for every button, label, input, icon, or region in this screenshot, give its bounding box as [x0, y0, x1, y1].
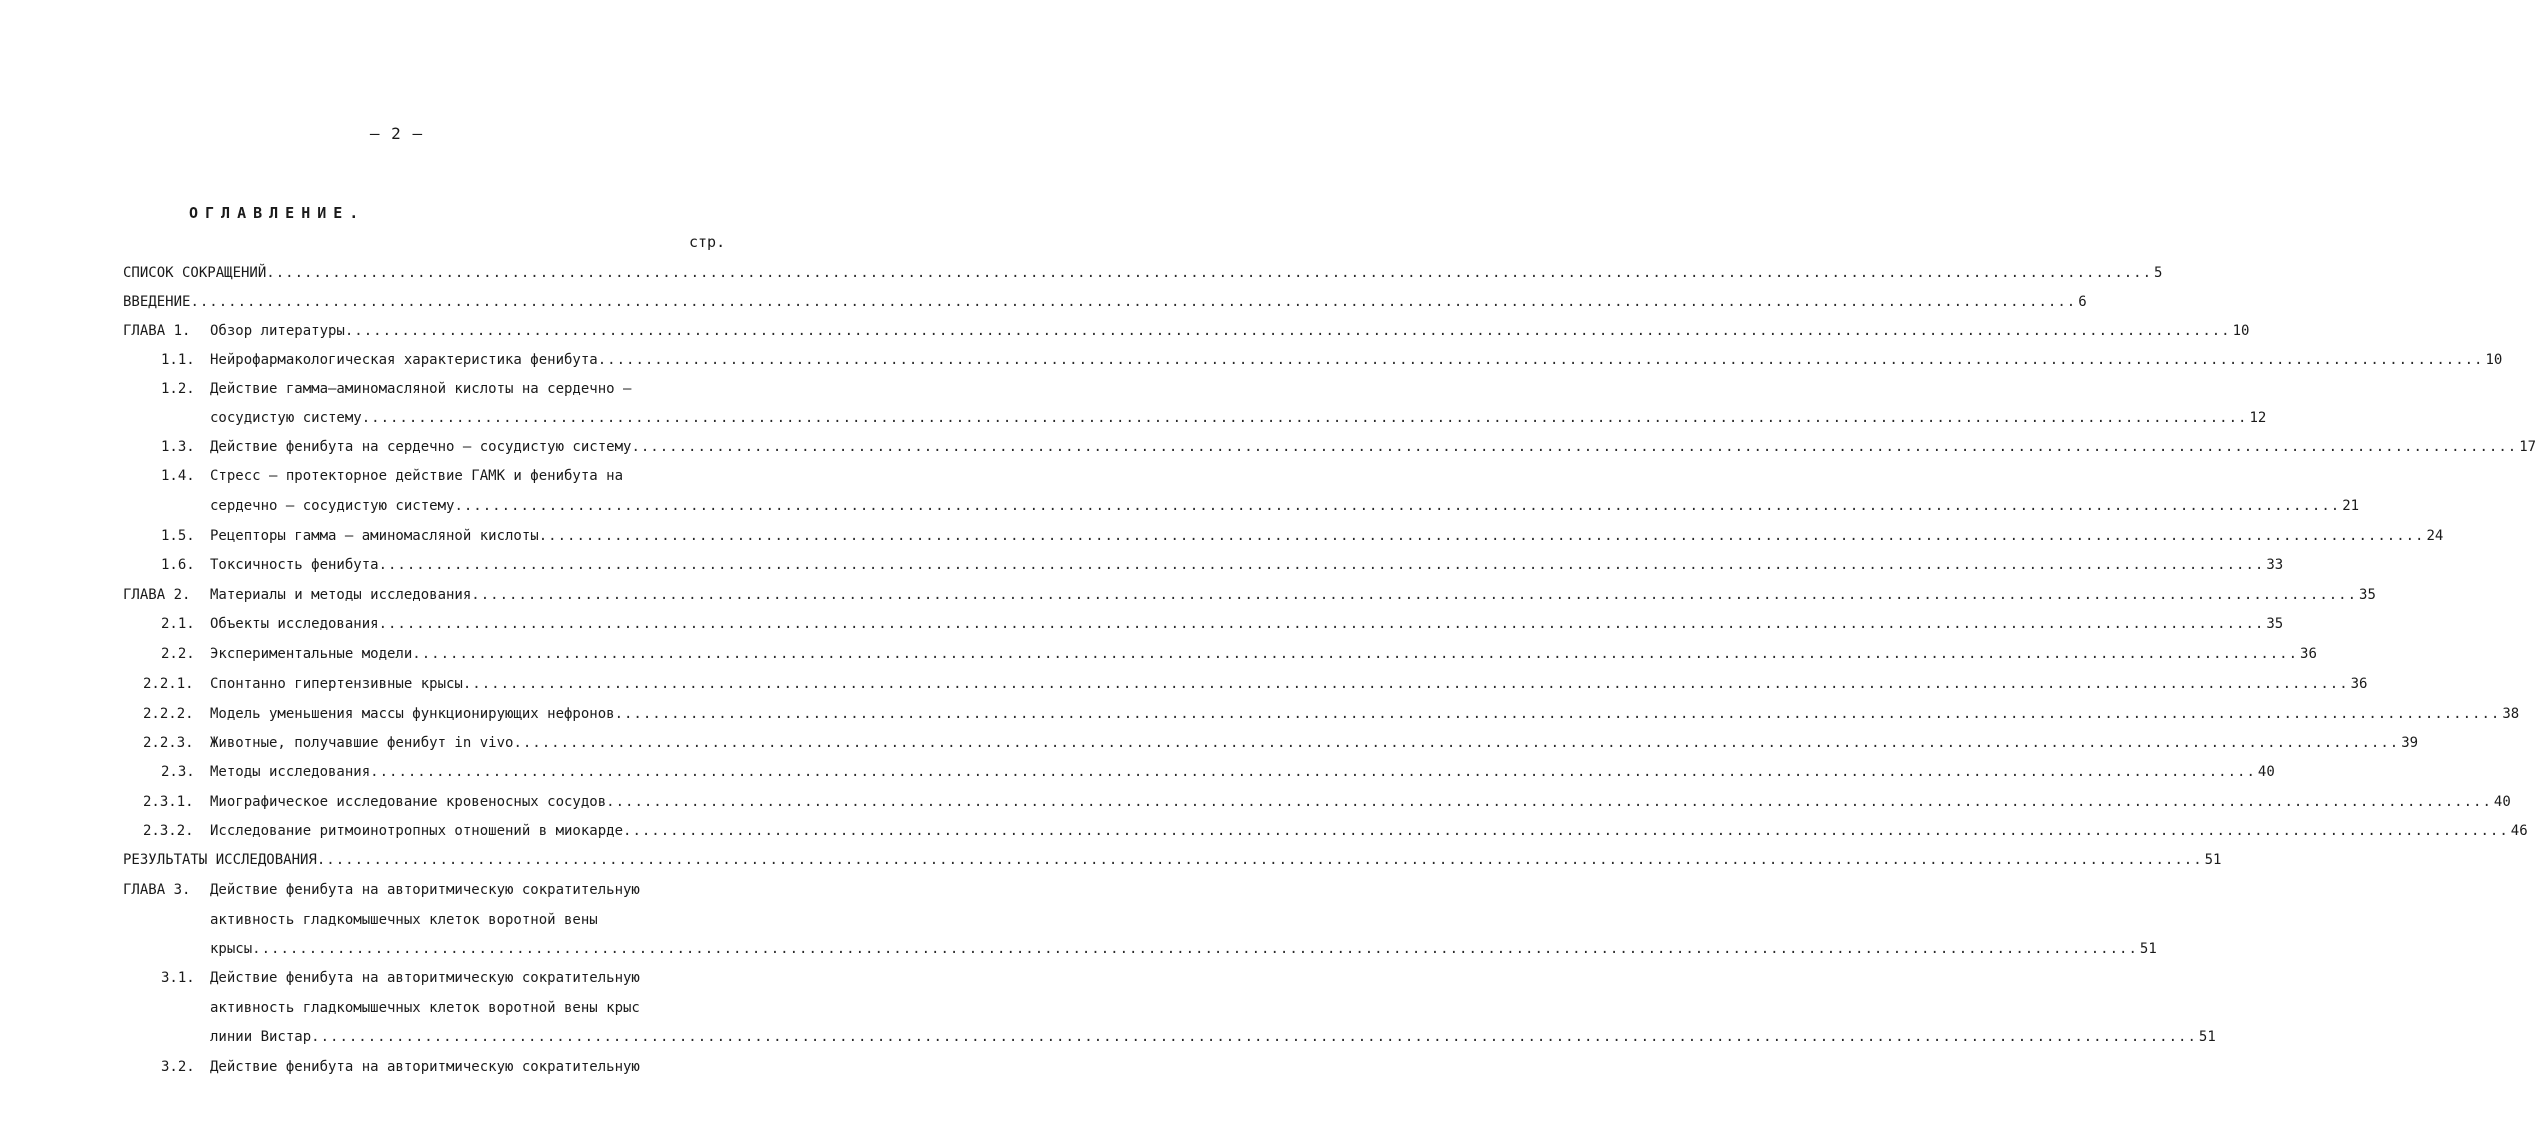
page-column-label: стр. — [689, 233, 726, 251]
toc-entry-page: 35 — [2266, 616, 2284, 632]
toc-entry — [0, 521, 2444, 551]
toc-entry — [0, 403, 2267, 433]
toc-entry-number: 1.2. — [161, 381, 195, 397]
toc-entry-page: 33 — [2266, 557, 2284, 573]
toc-leader-dots: ........................................................................................................................................................................................................ — [378, 557, 2265, 573]
toc-leader-dots: ........................................................................................................................................................................................................ — [471, 587, 2358, 603]
toc-entry — [0, 432, 2536, 462]
toc-entry-number: 2.2.2. — [143, 706, 194, 722]
toc-entry-page: 40 — [2493, 794, 2511, 810]
toc-entry-number: 1.4. — [161, 468, 195, 484]
toc-entry-title: Действие фенибута на сердечно – сосудистую систему — [210, 439, 632, 455]
toc-entry-title: Объекты исследования — [210, 616, 379, 632]
toc-entry — [0, 287, 2087, 317]
toc-entry — [0, 905, 793, 935]
toc-entry-title: СПИСОК СОКРАЩЕНИЙ — [123, 265, 267, 281]
toc-leader-dots: ........................................................................................................................................................................................................ — [538, 528, 2425, 544]
toc-entry-title: Действие фенибута на авторитмическую сократительную — [210, 970, 640, 986]
toc-entry-title: ВВЕДЕНИЕ — [123, 294, 191, 310]
toc-entry — [0, 609, 2284, 639]
toc-entry-title: Действие гамма–аминомасляной кислоты на сердечно – — [210, 381, 632, 397]
toc-entry — [0, 787, 2511, 817]
toc-entry-page: 21 — [2342, 498, 2360, 514]
toc-entry-page: 36 — [2350, 676, 2368, 692]
toc-entry-title: активность гладкомышечных клеток воротной вены крыс — [210, 1000, 640, 1016]
toc-entry-title: Действие фенибута на авторитмическую сократительную — [210, 882, 640, 898]
toc-entry — [0, 816, 2528, 846]
toc-entry-number: 3.2. — [161, 1059, 195, 1075]
toc-entry — [0, 699, 2520, 729]
toc-entry-page: 39 — [2401, 735, 2419, 751]
toc-entry-page: 40 — [2257, 764, 2275, 780]
toc-entry-title: Животные, получавшие фенибут in vivo — [210, 735, 514, 751]
toc-leader-dots: ........................................................................................................................................................................................................ — [462, 676, 2349, 692]
toc-entry-title: Обзор литературы — [210, 323, 345, 339]
toc-entry-title: Методы исследования — [210, 764, 371, 780]
toc-entry-title: Модель уменьшения массы функционирующих нефронов — [210, 706, 615, 722]
toc-entry-number: ГЛАВА 2. — [123, 587, 191, 603]
toc-leader-dots: ........................................................................................................................................................................................................ — [597, 352, 2484, 368]
toc-entry — [0, 374, 793, 404]
toc-entry-title: Материалы и методы исследования — [210, 587, 472, 603]
toc-entry-page: 46 — [2510, 823, 2528, 839]
toc-leader-dots: ........................................................................................................................................................................................................ — [370, 764, 2256, 780]
toc-entry-page: 12 — [2249, 410, 2267, 426]
toc-entry-number: ГЛАВА 3. — [123, 882, 191, 898]
toc-entry-page: 5 — [2154, 265, 2163, 281]
toc-entry-number: 1.6. — [161, 557, 195, 573]
toc-entry — [0, 669, 2368, 699]
toc-entry-page: 17 — [2519, 439, 2536, 455]
toc-entry-title: Рецепторы гамма – аминомасляной кислоты — [210, 528, 539, 544]
page-number: – 2 – — [369, 124, 424, 143]
toc-entry — [0, 316, 2250, 346]
toc-entry — [0, 491, 2360, 521]
toc-entry-title: Миографическое исследование кровеносных сосудов — [210, 794, 607, 810]
toc-leader-dots: ........................................................................................................................................................................................................ — [266, 265, 2153, 281]
toc-entry — [0, 258, 2163, 288]
toc-leader-dots: ........................................................................................................................................................................................................ — [606, 794, 2492, 810]
toc-entry-page: 51 — [2204, 852, 2222, 868]
toc-entry-title: Токсичность фенибута — [210, 557, 379, 573]
toc-entry-page: 24 — [2426, 528, 2444, 544]
toc-entry-number: 1.1. — [161, 352, 195, 368]
page-title: ОГЛАВЛЕНИЕ. — [189, 204, 366, 222]
toc-leader-dots: ........................................................................................................................................................................................................ — [412, 646, 2299, 662]
toc-entry-number: 1.3. — [161, 439, 195, 455]
toc-entry-number: ГЛАВА 1. — [123, 323, 191, 339]
toc-entry-number: 2.2.3. — [143, 735, 194, 751]
toc-entry — [0, 550, 2284, 580]
toc-entry-title: активность гладкомышечных клеток воротной вены — [210, 912, 598, 928]
toc-leader-dots: ........................................................................................................................................................................................................ — [513, 735, 2400, 751]
toc-entry-title: Стресс – протекторное действие ГАМК и фенибута на — [210, 468, 624, 484]
toc-entry — [0, 580, 2376, 610]
toc-entry-title: Нейрофармакологическая характеристика фенибута — [210, 352, 598, 368]
toc-entry-page: 10 — [2232, 323, 2250, 339]
toc-entry-number: 2.1. — [161, 616, 195, 632]
toc-entry-title: Действие фенибута на авторитмическую сократительную — [210, 1059, 640, 1075]
toc-entry — [0, 1052, 793, 1082]
toc-entry — [0, 1022, 2216, 1052]
toc-entry-page: 51 — [2139, 941, 2157, 957]
toc-entry-page: 51 — [2198, 1029, 2216, 1045]
toc-leader-dots: ........................................................................................................................................................................................................ — [361, 410, 2248, 426]
toc-entry — [0, 728, 2419, 758]
toc-leader-dots: ........................................................................................................................................................................................................ — [190, 294, 2077, 310]
toc-entry-page: 36 — [2300, 646, 2317, 662]
toc-leader-dots: ........................................................................................................................................................................................................ — [623, 823, 2509, 839]
toc-entry-page: 35 — [2359, 587, 2376, 603]
toc-entry — [0, 461, 793, 491]
toc-leader-dots: ........................................................................................................................................................................................................ — [344, 323, 2231, 339]
toc-entry-title: Спонтанно гипертензивные крысы — [210, 676, 463, 692]
toc-entry — [0, 963, 793, 993]
toc-entry-page: 10 — [2485, 352, 2503, 368]
toc-entry — [0, 993, 793, 1023]
toc-entry — [0, 934, 2157, 964]
toc-entry-title: сосудистую систему — [210, 410, 362, 426]
toc-entry-number: 2.3.1. — [143, 794, 194, 810]
toc-entry-title: сердечно – сосудистую систему — [210, 498, 455, 514]
toc-entry-title: крысы — [210, 941, 253, 957]
toc-leader-dots: ........................................................................................................................................................................................................ — [378, 616, 2265, 632]
toc-entry-number: 2.3.2. — [143, 823, 194, 839]
toc-leader-dots: ........................................................................................................................................................................................................ — [252, 941, 2138, 957]
toc-leader-dots: ........................................................................................................................................................................................................ — [631, 439, 2518, 455]
toc-entry-number: 2.2. — [161, 646, 195, 662]
toc-entry-number: 1.5. — [161, 528, 195, 544]
toc-leader-dots: ........................................................................................................................................................................................................ — [316, 852, 2203, 868]
toc-leader-dots: ........................................................................................................................................................................................................ — [614, 706, 2501, 722]
toc-entry-title: Экспериментальные модели — [210, 646, 413, 662]
toc-entry — [0, 639, 2317, 669]
toc-entry — [0, 757, 2275, 787]
toc-entry — [0, 345, 2503, 375]
toc-entry-number: 3.1. — [161, 970, 195, 986]
toc-leader-dots: ........................................................................................................................................................................................................ — [454, 498, 2341, 514]
toc-entry-number: 2.3. — [161, 764, 195, 780]
toc-leader-dots: ........................................................................................................................................................................................................ — [311, 1029, 2197, 1045]
toc-entry-title: линии Вистар — [210, 1029, 312, 1045]
toc-entry — [0, 845, 2222, 875]
toc-entry-number: 2.2.1. — [143, 676, 194, 692]
toc-entry-title: РЕЗУЛЬТАТЫ ИССЛЕДОВАНИЯ — [123, 852, 317, 868]
toc-entry-title: Исследование ритмоинотропных отношений в миокарде — [210, 823, 624, 839]
toc-entry-page: 6 — [2078, 294, 2087, 310]
toc-entry-page: 38 — [2502, 706, 2520, 722]
toc-entry — [0, 875, 793, 905]
